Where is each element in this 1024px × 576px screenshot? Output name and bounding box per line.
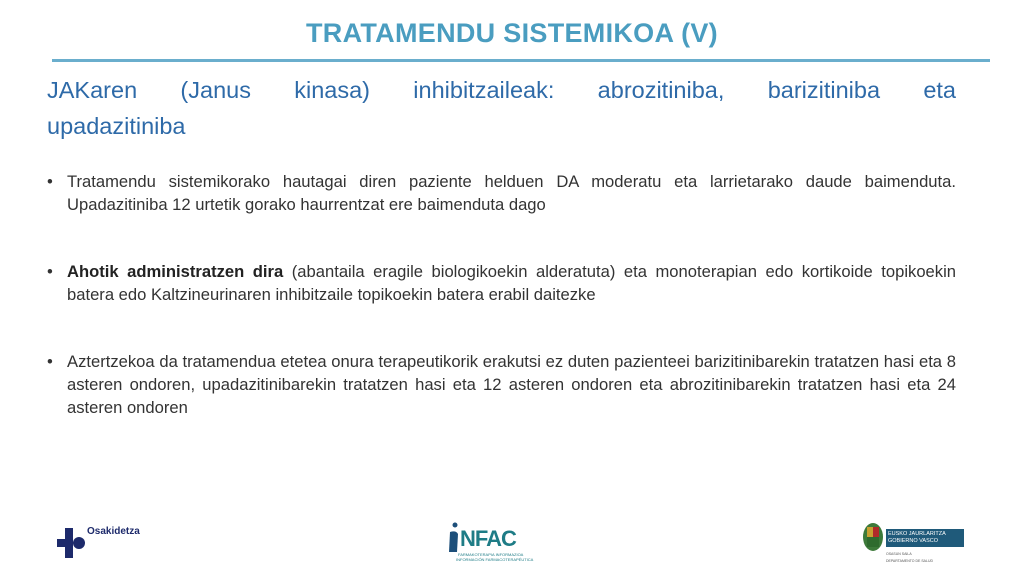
bullet-list — [47, 170, 956, 216]
gov-department-1: OSASUN SAILA — [886, 552, 912, 556]
bullet-icon: • — [47, 352, 53, 371]
osakidetza-name: Osakidetza — [87, 526, 140, 537]
infac-i-icon — [448, 522, 460, 552]
bullet-text: (abantaila eragile biologikoekin alderatuta) eta monoterapian edo kortikoide topikoekin batera edo Kaltzineurinaren inhibitzaile topikoekin batera erabil daitezke — [67, 262, 956, 304]
bullet-item — [47, 170, 956, 216]
basque-government-logo — [862, 522, 972, 566]
infac-tagline-2: INFORMACIÓN FARMACOTERAPÉUTICA — [456, 557, 534, 562]
bullet-icon: • — [47, 172, 53, 191]
osakidetza-cross-icon — [57, 528, 87, 558]
bullet-icon: • — [47, 262, 53, 281]
gov-name-box — [886, 529, 964, 547]
bullet-text: Tratamendu sistemikorako hautagai diren paziente helduen DA moderatu eta larrietarako daude baimenduta. Upadazitiniba 12 urtetik gorako haurrentzat ere baimenduta dago — [67, 172, 956, 214]
gov-department-2: DEPARTAMENTO DE SALUD — [886, 559, 934, 563]
bullet-item — [47, 350, 956, 419]
bullet-item — [47, 260, 956, 306]
bullet-list-2 — [47, 260, 956, 306]
gov-name-1: EUSKO JAURLARITZA — [888, 531, 946, 537]
bullet-text: Aztertzekoa da tratamendua etetea onura terapeutikorik erakutsi ez duten pazienteei barizitinibarekin tratatzen hasi eta 8 asteren ondoren, upadazitinibarekin tratatzen hasi eta 12 asteren ondoren eta abrozitinibarekin tratatzen hasi eta 24 asteren ondoren — [67, 352, 956, 417]
infac-logo — [448, 520, 538, 564]
slide-subtitle — [47, 72, 956, 144]
slide-title: TRATAMENDU SISTEMIKOA (V) — [306, 18, 718, 48]
bullet-list-3 — [47, 350, 956, 419]
osakidetza-logo — [57, 526, 157, 558]
gov-name-2: GOBIERNO VASCO — [888, 538, 939, 544]
title-divider — [52, 59, 990, 62]
subtitle-line-2: upadazitiniba — [47, 113, 186, 139]
infac-name: NFAC — [460, 526, 516, 551]
coat-of-arms-icon — [862, 522, 884, 552]
subtitle-line-1: JAKaren (Janus kinasa) inhibitzaileak: abrozitiniba, barizitiniba eta — [47, 77, 956, 103]
infac-tagline-1: FARMAKOTERAPIA INFORMAZIOA — [458, 552, 524, 557]
bullet-bold-text: Ahotik administratzen dira — [67, 262, 284, 281]
